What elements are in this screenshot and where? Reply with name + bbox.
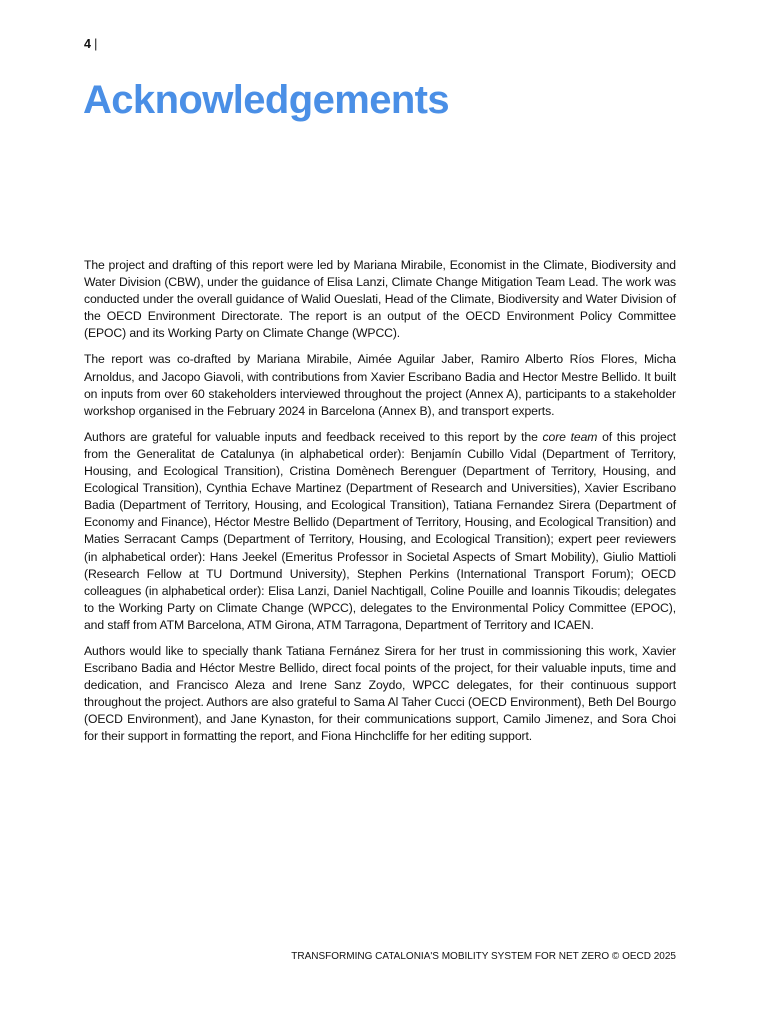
paragraph-3 bbox=[84, 429, 676, 634]
page-number-separator: | bbox=[94, 37, 98, 51]
paragraph-2: The report was co-drafted by Mariana Mirabile, Aimée Aguilar Jaber, Ramiro Alberto Ríos Flores, Micha Arnoldus, and Jacopo Giavoli, with contributions from Xavier Escribano Badia and Hector Mestre Bellido. It built on inputs from over 60 stakeholders interviewed throughout the project (Annex A), participants to a stakeholder workshop organised in the February 2024 in Barcelona (Annex B), and transport experts. bbox=[84, 352, 676, 418]
paragraph-3-after: of this project from the Generalitat de Catalunya (in alphabetical order): Benjamín Cubillo Vidal (Department of Territory, Housing, and Ecological Transition), Cristina Domènech Berenguer (Department of Territory, Housing, and Ecological Transition), Cynthia Echave Martinez (Department of Research and Universities), Xavier Escribano Badia (Department of Territory, Housing, and Ecological Transition), Tatiana Fernandez Sirera (Department of Economy and Finance), Héctor Mestre Bellido (Department of Territory, Housing, and Ecological Transition) and Maties Serracant Camps (Department of Territory, Housing, and Ecological Transition); expert peer reviewers (in alphabetical order): Hans Jeekel (Emeritus Professor in Societal Aspects of Smart Mobility), Giulio Mattioli (Research Fellow at TU Dortmund University), Stephen Perkins (International Transport Forum); OECD colleagues (in alphabetical order): Elisa Lanzi, Daniel Nachtigall, Coline Pouille and Ioannis Tikoudis; delegates to the Working Party on Climate Change (WPCC), delegates to the Environmental Policy Committee (EPOC), and staff from ATM Barcelona, ATM Girona, ATM Tarragona, Department of Territory and ICAEN. bbox=[84, 429, 676, 632]
paragraph-3-before: Authors are grateful for valuable inputs and feedback received to this report by the bbox=[84, 429, 543, 444]
page-number-value: 4 bbox=[84, 37, 92, 51]
paragraph-1: The project and drafting of this report were led by Mariana Mirabile, Economist in the Climate, Biodiversity and Water Division (CBW), under the guidance of Elisa Lanzi, Climate Change Mitigation Team Lead. The work was conducted under the overall guidance of Walid Oueslati, Head of the Climate, Biodiversity and Water Division of the OECD Environment Directorate. The report is an output of the OECD Environment Policy Committee (EPOC) and its Working Party on Climate Change (WPCC). bbox=[84, 258, 676, 341]
page-number bbox=[84, 37, 98, 51]
footer-text: TRANSFORMING CATALONIA'S MOBILITY SYSTEM FOR NET ZERO © OECD 2025 bbox=[291, 951, 676, 962]
page-title: Acknowledgements bbox=[83, 78, 450, 122]
paragraph-4: Authors would like to specially thank Tatiana Fernánez Sirera for her trust in commissioning this work, Xavier Escribano Badia and Héctor Mestre Bellido, direct focal points of the project, for their valuable inputs, time and dedication, and Francisco Aleza and Irene Sanz Zoydo, WPCC delegates, for their continuous support throughout the project. Authors are also grateful to Sama Al Taher Cucci (OECD Environment), Beth Del Bourgo (OECD Environment), and Jane Kynaston, for their communications support, Camilo Jimenez, and Sora Choi for their support in formatting the report, and Fiona Hinchcliffe for her editing support. bbox=[84, 643, 676, 744]
paragraph-3-emphasis: core team bbox=[542, 429, 598, 444]
acknowledgements-body bbox=[84, 257, 676, 755]
